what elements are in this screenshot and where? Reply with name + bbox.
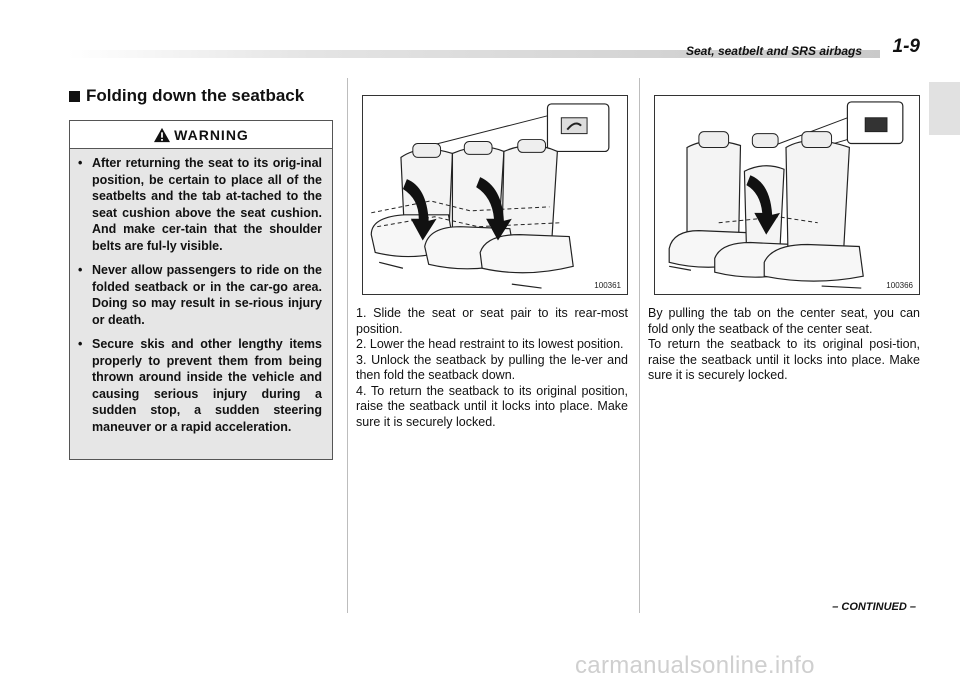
square-bullet-icon [69,91,80,102]
warning-header [70,121,332,149]
center-seat-note [648,306,920,384]
watermark: carmanualsonline.info [575,652,815,678]
warning-item: • After returning the seat to its orig-inal position, be certain to place all of the seatbelts and the tab at-tached to the seat cushion above the seat cushion. And make cer-tain that the shoulder belts are ful-ly visible. [78,156,322,253]
section-number: 1-9 [892,36,920,57]
warning-item: • Secure skis and other lengthy items properly to prevent them from being thrown around inside the vehicle and causing serious injury during a sudden stop, a sudden steering maneuver or a rapid acceleration. [78,337,322,434]
steps-text [356,306,628,430]
column-divider-right [639,78,640,613]
section-title: Seat, seatbelt and SRS airbags [685,44,862,58]
heading-text: Folding down the seatback [86,86,305,105]
seat-illustration [363,96,627,294]
step: 4. To return the seatback to its original position, raise the seatback until it locks into place. Make sure it is securely locked. [356,383,628,429]
warning-item-text: After returning the seat to its orig-inal position, be certain to place all of the seatbelts and the tab at-tached to the seat cushion above the seat cushion. And make cer-tain that the shoulder belts are ful-ly visible. [92,156,322,253]
column-divider-left [347,78,348,613]
warning-list [70,149,332,435]
warning-item-text: Never allow passengers to ride on the folded seatback or in the car-go area. Doing so may result in se-rious injury or death. [92,263,322,327]
warning-title: WARNING [174,126,249,143]
figure-seat-fold-lever [362,95,628,295]
warning-box [69,120,333,460]
step: 1. Slide the seat or seat pair to its rear-most position. [356,306,628,336]
step: 3. Unlock the seatback by pulling the le-ver and then fold the seatback down. [356,352,628,382]
warning-item: • Never allow passengers to ride on the folded seatback or in the car-go area. Doing so may result in se-rious injury or death. [78,263,322,327]
note-paragraph: To return the seatback to its original posi-tion, raise the seatback until it locks into place. Make sure it is securely locked. [648,337,920,382]
step: 2. Lower the head restraint to its lowest position. [356,337,624,351]
note-paragraph: By pulling the tab on the center seat, you can fold only the seatback of the center seat. [648,306,920,336]
warning-triangle-icon [153,127,171,143]
figure-center-seat-tab [654,95,920,295]
seat-illustration [655,96,919,294]
warning-item-text: Secure skis and other lengthy items properly to prevent them from being thrown around inside the vehicle and causing serious injury during a sudden stop, a sudden steering maneuver or a rapid acceleration. [92,337,322,434]
chapter-tab [929,82,960,135]
figure-id: 100366 [886,281,913,290]
section-heading [69,86,304,106]
figure-id: 100361 [594,281,621,290]
continued-label: – CONTINUED – [832,601,916,613]
